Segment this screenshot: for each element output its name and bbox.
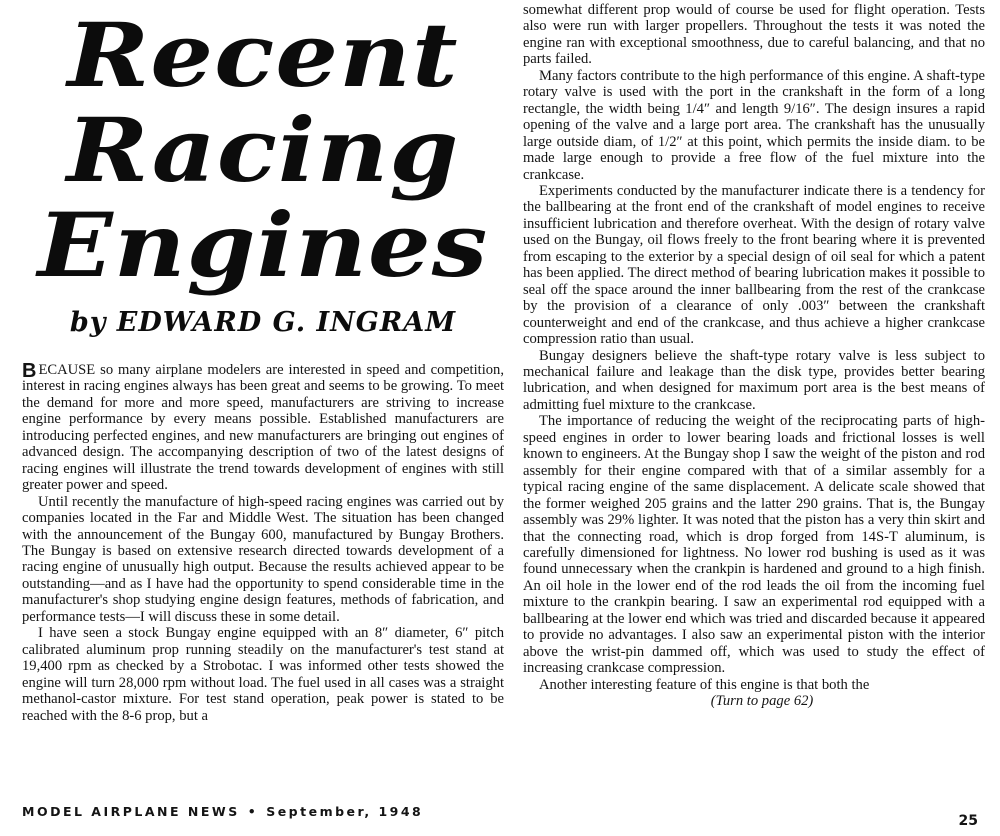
paragraph-8: The importance of reducing the weight of the reciprocating parts of high-speed engines in order to lower bearing loads and frictional losses is well known to engineers. At the Bungay shop I saw the weight of the piston and rod assembly for their engine compared with that of a similar assembly for a typical racing engine of the same displacement. A delicate scale showed that the former weighed 205 grains and the latter 290 grains. That is, the Bungay assembly was 29% lighter. It was noted that the piston has a very thin skirt and that the connecting road, which is drop forged from 14S-T aluminum, is carefully dimensioned for lightness. No lower rod bushing is used as it was found unnecessary when the crankpin is hardened and ground to a high finish. An oil hole in the lower end of the rod leads the oil from the incoming fuel mixture to the crankpin bearing. I saw an experimental rod equipped with a ballbearing at the lower end which was tried and discarded because it appeared to provide no advantages. I also saw an experimental piston with the interior above the wrist-pin dammed off, which was used to study the effect of increasing crankcase compression. (523, 413, 985, 677)
page-footer (22, 804, 423, 819)
paragraph-9: Another interesting feature of this engine is that both the (539, 676, 870, 693)
title-line-2: Racing (66, 98, 460, 202)
article-body-right (523, 2, 985, 709)
magazine-name: MODEL AIRPLANE NEWS (22, 804, 240, 819)
article-title (0, 3, 533, 297)
drop-cap: B (22, 360, 37, 382)
paragraph-4: somewhat different prop would of course be used for flight operation. Tests also were run with larger propellers. Throughout the tests it was noted the engine ran with exceptional smoothness, due to careful balancing, and that no parts failed. (523, 2, 985, 68)
title-line-1: Recent (67, 3, 459, 107)
paragraph-7: Bungay designers believe the shaft-type rotary valve is less subject to mechanical failure and leakage than the disk type, provides better bearing lubrication, and when designed for maximum port area is the best means of admitting fuel mixture to the crankcase. (523, 347, 985, 413)
title-line-3: Engines (37, 193, 489, 297)
paragraph-1 (22, 362, 504, 494)
paragraph-1-text: ECAUSE so many airplane modelers are interested in speed and competition, interest in racing engines always has been great and seems to be growing. To meet the demand for more and more speed, manufacturers are striving to increase engine performance by every means possible. Established manufacturers are introducing perfected engines, and new manufacturers are bringing out engines of advanced design. The accompanying description of two of the latest designs of racing engines will illustrate the trend towards development of engines with still greater power and speed. (22, 362, 504, 494)
paragraph-3: I have seen a stock Bungay engine equipped with an 8″ diameter, 6″ pitch calibrated aluminum prop running steadily on the manufacturer's test stand at 19,400 rpm as checked by a Strobotac. I was informed other tests showed the engine will turn 28,000 rpm without load. The fuel used in all cases was a straight methanol-castor mixture. For test stand operation, peak power is stated to be reached with the 8-6 prop, but a (22, 625, 504, 724)
article-byline: by EDWARD G. INGRAM (69, 307, 457, 338)
paragraph-2: Until recently the manufacture of high-speed racing engines was carried out by companies located in the Far and Middle West. The situation has been changed with the announcement of the Bungay 600, manufactured by Bungay Brothers. The Bungay is based on extensive research directed towards development of a racing engine of unusually high output. Because the results achieved appear to be outstanding—and as I have had the opportunity to spend considerable time in the manufacturer's shop studying engine design features, methods of fabrication, and performance tests—I will discuss these in some detail. (22, 493, 504, 625)
paragraph-5: Many factors contribute to the high performance of this engine. A shaft-type rotary valve is used with the port in the crankshaft in the form of a long rectangle, the width being 1/4″ and length 9/16″. The design insures a rapid opening of the valve and a large port area. The crankshaft has the unusually large outside diam, of 1/2″ at this point, which permits the inside diam. to be made large enough to provide a free flow of the fuel mixture into the crankcase. (523, 67, 985, 183)
page-number: 25 (958, 813, 978, 829)
continuation-note: (Turn to page 62) (710, 693, 814, 710)
paragraph-6: Experiments conducted by the manufacturer indicate there is a tendency for the ballbearing at the front end of the crankshaft of model engines to receive insufficient lubrication and therefore overheat. With the design of rotary valve used on the Bungay, oil flows freely to the front bearing where it is prevented from escaping to the exterior by a special design of oil seal for which a patent has been applied. The direct method of bearing lubrication makes it possible to seal off the space around the inner ballbearing from the rest of the crankcase by the provision of a clearance of only .003″ between the crankshaft counterweight and end of the crankcase, and thus achieve a higher crankcase compression ratio than usual. (523, 182, 985, 348)
footer-separator: • (247, 804, 259, 819)
issue-date: September, 1948 (266, 804, 424, 819)
article-body-left (22, 362, 504, 724)
